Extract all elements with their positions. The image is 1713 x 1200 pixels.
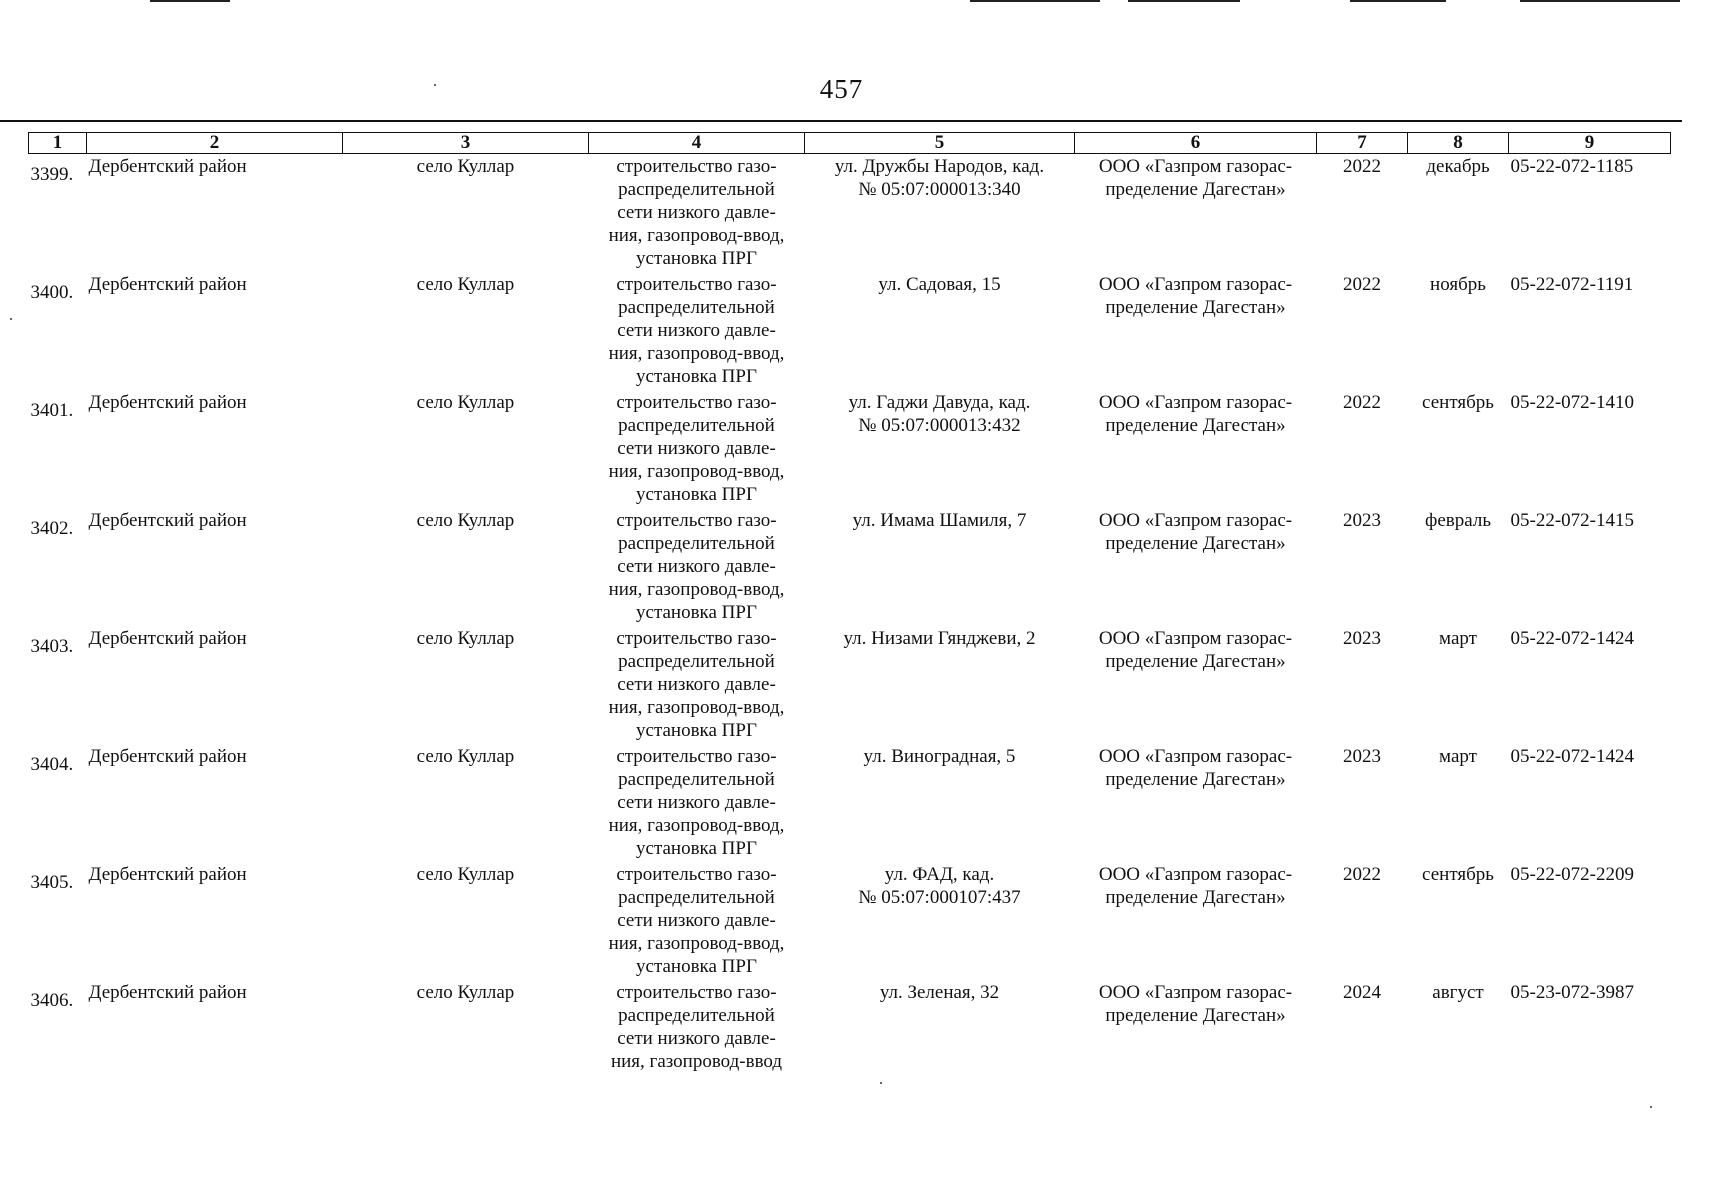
organization-cell (1075, 980, 1317, 1098)
organization-cell-line: ООО «Газпром газорас- (1098, 156, 1293, 177)
column-header-1: 1 (29, 133, 87, 154)
column-header-2: 2 (87, 133, 343, 154)
row-number-text: 3399. (30, 164, 74, 185)
organization-cell (1075, 508, 1317, 626)
table-top-rule (0, 120, 1682, 122)
scan-edge-line (150, 0, 230, 2)
column-header-7: 7 (1317, 133, 1408, 154)
row-number (29, 154, 87, 273)
table-row (29, 154, 1671, 273)
month-cell: март (1439, 628, 1477, 649)
organization-cell-line: пределение Дагестан» (1105, 533, 1286, 554)
address-cell-line: ул. Зеленая, 32 (879, 982, 1000, 1003)
work-description-cell-line: сети низкого давле- (617, 556, 776, 577)
village-cell: село Куллар (416, 392, 515, 413)
organization-cell-line: пределение Дагестан» (1105, 1005, 1286, 1026)
work-description-cell-line: распределительной (618, 415, 775, 436)
address-cell (805, 744, 1075, 862)
address-cell (805, 862, 1075, 980)
village-cell: село Куллар (416, 274, 515, 295)
address-cell-line: № 05:07:000107:437 (858, 887, 1021, 908)
row-number (29, 980, 87, 1098)
address-cell-line (807, 650, 1073, 673)
work-description-cell-line: установка ПРГ (636, 248, 757, 269)
address-cell-line: ул. Садовая, 15 (878, 274, 1001, 295)
year-cell: 2022 (1343, 156, 1381, 177)
scan-edge-line (1350, 0, 1446, 2)
organization-cell (1075, 744, 1317, 862)
code-cell: 05-22-072-1415 (1510, 510, 1634, 531)
code-cell: 05-22-072-1424 (1510, 628, 1634, 649)
table-row (29, 626, 1671, 744)
organization-cell-line: пределение Дагестан» (1105, 415, 1286, 436)
work-description-cell-line: ния, газопровод-ввод, (608, 697, 785, 718)
row-number (29, 626, 87, 744)
work-description-cell-line: строительство газо- (616, 156, 777, 177)
address-cell-line: ул. ФАД, кад. (884, 864, 995, 885)
table-row (29, 980, 1671, 1098)
work-description-cell-line: установка ПРГ (636, 602, 757, 623)
organization-cell-line: ООО «Газпром газорас- (1098, 982, 1293, 1003)
work-description-cell-line: сети низкого давле- (617, 910, 776, 931)
work-description-cell-line: сети низкого давле- (617, 438, 776, 459)
address-cell (805, 154, 1075, 273)
code-cell: 05-22-072-2209 (1510, 864, 1634, 885)
month-cell: март (1439, 746, 1477, 767)
work-description-cell-line: сети низкого давле- (617, 202, 776, 223)
address-cell (805, 390, 1075, 508)
work-description-cell-line: ния, газопровод-ввод, (608, 579, 785, 600)
organization-cell (1075, 154, 1317, 273)
work-description-cell-line: распределительной (618, 651, 775, 672)
address-cell-line (807, 532, 1073, 555)
year-cell: 2023 (1343, 510, 1381, 531)
organization-cell-line: ООО «Газпром газорас- (1098, 746, 1293, 767)
register-table (28, 132, 1671, 1098)
organization-cell-line: ООО «Газпром газорас- (1098, 392, 1293, 413)
header-row (29, 133, 1671, 154)
work-description-cell-line: ния, газопровод-ввод, (608, 815, 785, 836)
work-description-cell-line: ния, газопровод-ввод, (608, 461, 785, 482)
address-cell-line (807, 768, 1073, 791)
organization-cell (1075, 390, 1317, 508)
work-description-cell (589, 272, 805, 390)
organization-cell-line: пределение Дагестан» (1105, 179, 1286, 200)
organization-cell-line: ООО «Газпром газорас- (1098, 628, 1293, 649)
work-description-cell-line: ния, газопровод-ввод, (608, 343, 785, 364)
row-number-text: 3400. (30, 282, 74, 303)
table-row (29, 862, 1671, 980)
work-description-cell-line: распределительной (618, 533, 775, 554)
table-header (29, 133, 1671, 154)
address-cell (805, 980, 1075, 1098)
work-description-cell (589, 508, 805, 626)
district-cell: Дербентский район (88, 864, 247, 885)
district-cell: Дербентский район (88, 274, 247, 295)
code-cell: 05-22-072-1424 (1510, 746, 1634, 767)
work-description-cell-line: установка ПРГ (636, 720, 757, 741)
work-description-cell-line: распределительной (618, 297, 775, 318)
address-cell (805, 626, 1075, 744)
code-cell: 05-22-072-1410 (1510, 392, 1634, 413)
work-description-cell-line: строительство газо- (616, 628, 777, 649)
year-cell: 2023 (1343, 628, 1381, 649)
address-cell-line: № 05:07:000013:432 (858, 415, 1021, 436)
row-number-text: 3406. (30, 990, 74, 1011)
district-cell: Дербентский район (88, 982, 247, 1003)
village-cell: село Куллар (416, 746, 515, 767)
organization-cell (1075, 272, 1317, 390)
district-cell: Дербентский район (88, 392, 247, 413)
work-description-cell-line: строительство газо- (616, 392, 777, 413)
table-row (29, 744, 1671, 862)
month-cell: сентябрь (1422, 864, 1494, 885)
village-cell: село Куллар (416, 510, 515, 531)
work-description-cell-line: строительство газо- (616, 982, 777, 1003)
work-description-cell (589, 744, 805, 862)
organization-cell-line: ООО «Газпром газорас- (1098, 510, 1293, 531)
code-cell: 05-23-072-3987 (1510, 982, 1634, 1003)
organization-cell (1075, 862, 1317, 980)
column-header-9: 9 (1509, 133, 1671, 154)
table-row (29, 272, 1671, 390)
row-number (29, 508, 87, 626)
scan-edge-line (970, 0, 1100, 2)
work-description-cell-line: ния, газопровод-ввод (610, 1051, 783, 1072)
address-cell-line (807, 296, 1073, 319)
row-number (29, 862, 87, 980)
district-cell: Дербентский район (88, 628, 247, 649)
work-description-cell-line: строительство газо- (616, 510, 777, 531)
month-cell: август (1432, 982, 1484, 1003)
address-cell-line: ул. Дружбы Народов, кад. (834, 156, 1045, 177)
scan-speck (10, 318, 12, 320)
scan-edge-line (1520, 0, 1680, 2)
year-cell: 2024 (1343, 982, 1381, 1003)
row-number (29, 744, 87, 862)
address-cell (805, 508, 1075, 626)
column-header-6: 6 (1075, 133, 1317, 154)
work-description-cell-line: установка ПРГ (636, 484, 757, 505)
month-cell: февраль (1425, 510, 1491, 531)
address-cell-line: ул. Гаджи Давуда, кад. (848, 392, 1031, 413)
district-cell: Дербентский район (88, 510, 247, 531)
address-cell-line: № 05:07:000013:340 (858, 179, 1021, 200)
village-cell: село Куллар (416, 982, 515, 1003)
row-number (29, 390, 87, 508)
work-description-cell-line: распределительной (618, 179, 775, 200)
month-cell: декабрь (1426, 156, 1490, 177)
work-description-cell-line: распределительной (618, 1005, 775, 1026)
organization-cell-line: ООО «Газпром газорас- (1098, 864, 1293, 885)
scan-speck (1650, 1106, 1652, 1108)
work-description-cell-line: распределительной (618, 769, 775, 790)
row-number-text: 3405. (30, 872, 74, 893)
column-header-4: 4 (589, 133, 805, 154)
work-description-cell-line: строительство газо- (616, 274, 777, 295)
table-body (29, 154, 1671, 1099)
code-cell: 05-22-072-1191 (1510, 274, 1634, 295)
row-number-text: 3403. (30, 636, 74, 657)
organization-cell (1075, 626, 1317, 744)
district-cell: Дербентский район (88, 746, 247, 767)
work-description-cell-line: сети низкого давле- (617, 674, 776, 695)
row-number-text: 3404. (30, 754, 74, 775)
work-description-cell-line: установка ПРГ (636, 838, 757, 859)
address-cell-line: ул. Имама Шамиля, 7 (852, 510, 1027, 531)
address-cell-line (807, 1004, 1073, 1027)
year-cell: 2023 (1343, 746, 1381, 767)
year-cell: 2022 (1343, 392, 1381, 413)
row-number-text: 3402. (30, 518, 74, 539)
organization-cell-line: пределение Дагестан» (1105, 297, 1286, 318)
work-description-cell-line: распределительной (618, 887, 775, 908)
work-description-cell-line: сети низкого давле- (617, 320, 776, 341)
page-number: 457 (819, 74, 864, 104)
month-cell: сентябрь (1422, 392, 1494, 413)
address-cell (805, 272, 1075, 390)
work-description-cell-line: ния, газопровод-ввод, (608, 225, 785, 246)
work-description-cell-line: установка ПРГ (636, 956, 757, 977)
table-row (29, 508, 1671, 626)
row-number (29, 272, 87, 390)
column-header-8: 8 (1408, 133, 1509, 154)
work-description-cell-line: строительство газо- (616, 864, 777, 885)
work-description-cell-line: строительство газо- (616, 746, 777, 767)
table-row (29, 390, 1671, 508)
organization-cell-line: пределение Дагестан» (1105, 651, 1286, 672)
column-header-3: 3 (343, 133, 589, 154)
village-cell: село Куллар (416, 156, 515, 177)
organization-cell-line: пределение Дагестан» (1105, 887, 1286, 908)
work-description-cell (589, 862, 805, 980)
year-cell: 2022 (1343, 274, 1381, 295)
address-cell-line: ул. Низами Гянджеви, 2 (843, 628, 1036, 649)
district-cell: Дербентский район (88, 156, 247, 177)
work-description-cell-line: ния, газопровод-ввод, (608, 933, 785, 954)
column-header-5: 5 (805, 133, 1075, 154)
village-cell: село Куллар (416, 864, 515, 885)
work-description-cell-line: установка ПРГ (636, 366, 757, 387)
row-number-text: 3401. (30, 400, 74, 421)
scan-edge-line (1128, 0, 1240, 2)
organization-cell-line: пределение Дагестан» (1105, 769, 1286, 790)
organization-cell-line: ООО «Газпром газорас- (1098, 274, 1293, 295)
month-cell: ноябрь (1430, 274, 1486, 295)
work-description-cell (589, 390, 805, 508)
year-cell: 2022 (1343, 864, 1381, 885)
code-cell: 05-22-072-1185 (1510, 156, 1634, 177)
work-description-cell (589, 626, 805, 744)
village-cell: село Куллар (416, 628, 515, 649)
work-description-cell (589, 980, 805, 1098)
address-cell-line: ул. Виноградная, 5 (863, 746, 1016, 767)
work-description-cell-line: сети низкого давле- (617, 1028, 776, 1049)
work-description-cell-line: сети низкого давле- (617, 792, 776, 813)
work-description-cell (589, 154, 805, 273)
